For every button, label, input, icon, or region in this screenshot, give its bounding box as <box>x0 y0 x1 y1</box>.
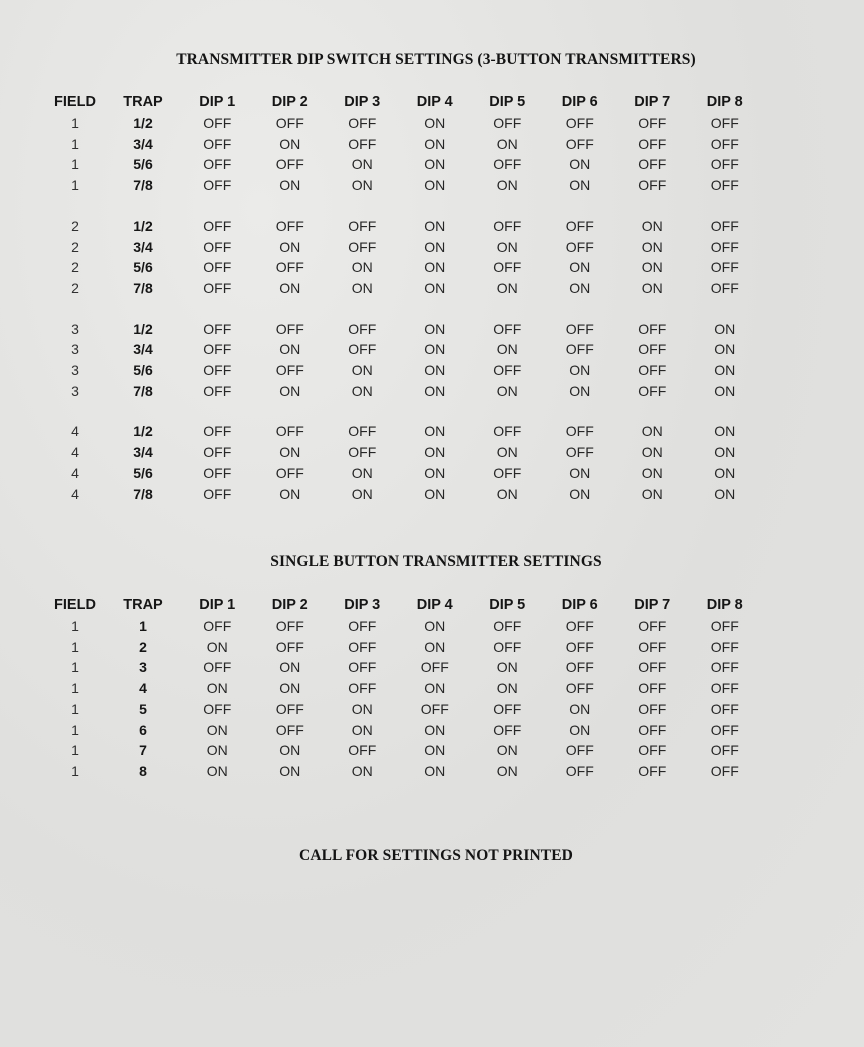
dip-8-cell: ON <box>714 341 736 358</box>
trap-cell: 7/8 <box>133 485 153 502</box>
field-cell: 1 <box>71 762 79 779</box>
dip-2-cell: ON <box>279 341 301 358</box>
trap-cell: 7/8 <box>133 177 153 194</box>
header-trap: TRAP <box>123 597 163 613</box>
three-button-dip-table <box>45 91 761 504</box>
trap-cell: 2 <box>139 638 147 655</box>
dip-7-cell: OFF <box>638 762 667 779</box>
dip-4-cell: ON <box>424 444 446 461</box>
dip-4-cell: ON <box>424 762 446 779</box>
dip-7-cell: ON <box>641 485 663 502</box>
dip-5-cell: OFF <box>493 638 522 655</box>
dip-1-cell: ON <box>206 680 228 697</box>
dip-3-cell: ON <box>351 156 373 173</box>
dip-3-cell: ON <box>351 721 373 738</box>
table-row <box>45 421 761 442</box>
dip-6-cell: OFF <box>565 659 594 676</box>
dip-1-cell: OFF <box>203 341 232 358</box>
dip-4-cell: OFF <box>420 659 449 676</box>
dip-7-cell: OFF <box>638 320 667 337</box>
trap-cell: 3/4 <box>133 238 153 255</box>
dip-7-cell: ON <box>641 279 663 296</box>
dip-5-cell: OFF <box>493 156 522 173</box>
dip-2-cell: ON <box>279 680 301 697</box>
table-row <box>45 216 761 237</box>
field-cell: 2 <box>71 259 79 276</box>
field-cell: 4 <box>71 444 79 461</box>
dip-3-cell: ON <box>351 382 373 399</box>
dip-8-cell: OFF <box>710 638 739 655</box>
dip-6-cell: OFF <box>565 762 594 779</box>
dip-6-cell: OFF <box>565 423 594 440</box>
dip-1-cell: OFF <box>203 444 232 461</box>
dip-5-cell: OFF <box>493 362 522 379</box>
field-cell: 1 <box>71 115 79 131</box>
trap-cell: 5/6 <box>133 259 153 276</box>
dip-7-cell: OFF <box>638 382 667 399</box>
dip-7-cell: ON <box>641 444 663 461</box>
table-row <box>45 257 761 278</box>
table-row <box>45 463 761 484</box>
dip-4-cell: ON <box>424 742 446 759</box>
dip-2-cell: ON <box>279 177 301 194</box>
dip-5-cell: OFF <box>493 423 522 440</box>
header-dip-1: DIP 1 <box>199 597 236 613</box>
table-row <box>45 339 761 360</box>
table-row <box>45 678 761 699</box>
dip-5-cell: OFF <box>493 320 522 337</box>
table-row <box>45 637 761 658</box>
dip-2-cell: OFF <box>275 217 304 234</box>
dip-2-cell: OFF <box>275 156 304 173</box>
dip-1-cell: OFF <box>203 135 232 152</box>
field-cell: 2 <box>71 279 79 296</box>
field-cell: 1 <box>71 177 79 194</box>
trap-cell: 8 <box>139 762 147 779</box>
dip-5-cell: ON <box>496 742 518 759</box>
dip-3-cell: ON <box>351 279 373 296</box>
dip-6-cell: ON <box>569 721 591 738</box>
dip-1-cell: OFF <box>203 423 232 440</box>
trap-cell: 5 <box>139 700 147 717</box>
header-dip-1: DIP 1 <box>199 94 236 110</box>
dip-3-cell: OFF <box>348 680 377 697</box>
dip-2-cell: OFF <box>275 464 304 481</box>
group-spacer <box>45 299 761 319</box>
trap-cell: 3/4 <box>133 341 153 358</box>
table-row <box>45 381 761 402</box>
dip-8-cell: OFF <box>710 680 739 697</box>
field-cell: 2 <box>71 217 79 234</box>
field-cell: 1 <box>71 638 79 655</box>
trap-cell: 7/8 <box>133 279 153 296</box>
dip-3-cell: OFF <box>348 341 377 358</box>
dip-3-cell: ON <box>351 177 373 194</box>
dip-5-cell: ON <box>496 444 518 461</box>
dip-5-cell: OFF <box>493 115 522 131</box>
dip-4-cell: ON <box>424 721 446 738</box>
dip-5-cell: ON <box>496 341 518 358</box>
dip-1-cell: OFF <box>203 464 232 481</box>
spacer-cell <box>45 401 761 421</box>
trap-cell: 7 <box>139 742 147 759</box>
dip-1-cell: OFF <box>203 238 232 255</box>
dip-1-cell: OFF <box>203 320 232 337</box>
dip-8-cell: ON <box>714 464 736 481</box>
trap-cell: 5/6 <box>133 464 153 481</box>
dip-4-cell: ON <box>424 259 446 276</box>
field-cell: 2 <box>71 238 79 255</box>
dip-3-cell: OFF <box>348 659 377 676</box>
table-row <box>45 484 761 505</box>
dip-2-cell: ON <box>279 238 301 255</box>
table-row <box>45 278 761 299</box>
dip-4-cell: OFF <box>420 700 449 717</box>
dip-6-cell: ON <box>569 382 591 399</box>
dip-8-cell: ON <box>714 362 736 379</box>
dip-2-cell: OFF <box>275 362 304 379</box>
header-dip-8: DIP 8 <box>706 94 743 110</box>
field-cell: 1 <box>71 135 79 152</box>
dip-7-cell: ON <box>641 238 663 255</box>
single-button-table-body <box>45 616 761 782</box>
header-dip-7: DIP 7 <box>634 94 671 110</box>
dip-3-cell: OFF <box>348 444 377 461</box>
single-button-header-row <box>45 594 761 616</box>
field-cell: 3 <box>71 320 79 337</box>
header-dip-3: DIP 3 <box>344 597 381 613</box>
dip-7-cell: OFF <box>638 362 667 379</box>
dip-7-cell: OFF <box>638 115 667 131</box>
dip-3-cell: OFF <box>348 742 377 759</box>
dip-4-cell: ON <box>424 382 446 399</box>
dip-2-cell: OFF <box>275 115 304 131</box>
dip-8-cell: OFF <box>710 618 739 634</box>
dip-5-cell: ON <box>496 382 518 399</box>
table-row <box>45 154 761 175</box>
header-dip-6: DIP 6 <box>561 597 598 613</box>
dip-4-cell: ON <box>424 618 446 634</box>
dip-3-cell: ON <box>351 762 373 779</box>
dip-6-cell: ON <box>569 279 591 296</box>
dip-3-cell: OFF <box>348 217 377 234</box>
dip-5-cell: OFF <box>493 259 522 276</box>
trap-cell: 6 <box>139 721 147 738</box>
dip-2-cell: ON <box>279 762 301 779</box>
dip-2-cell: ON <box>279 382 301 399</box>
dip-7-cell: OFF <box>638 680 667 697</box>
dip-5-cell: ON <box>496 238 518 255</box>
dip-1-cell: OFF <box>203 217 232 234</box>
trap-cell: 3 <box>139 659 147 676</box>
header-dip-5: DIP 5 <box>489 597 526 613</box>
dip-2-cell: ON <box>279 444 301 461</box>
header-dip-7: DIP 7 <box>634 597 671 613</box>
dip-4-cell: ON <box>424 341 446 358</box>
header-dip-5: DIP 5 <box>489 94 526 110</box>
dip-4-cell: ON <box>424 177 446 194</box>
header-dip-3: DIP 3 <box>344 94 381 110</box>
group-spacer <box>45 401 761 421</box>
dip-8-cell: OFF <box>710 177 739 194</box>
dip-1-cell: OFF <box>203 259 232 276</box>
trap-cell: 5/6 <box>133 156 153 173</box>
dip-4-cell: ON <box>424 423 446 440</box>
dip-2-cell: ON <box>279 659 301 676</box>
table-row <box>45 175 761 196</box>
dip-6-cell: OFF <box>565 217 594 234</box>
dip-8-cell: OFF <box>710 217 739 234</box>
trap-cell: 3/4 <box>133 444 153 461</box>
dip-8-cell: OFF <box>710 156 739 173</box>
dip-2-cell: OFF <box>275 259 304 276</box>
dip-4-cell: ON <box>424 362 446 379</box>
dip-3-cell: ON <box>351 464 373 481</box>
dip-2-cell: OFF <box>275 700 304 717</box>
trap-cell: 5/6 <box>133 362 153 379</box>
dip-5-cell: OFF <box>493 464 522 481</box>
dip-1-cell: OFF <box>203 485 232 502</box>
dip-5-cell: ON <box>496 135 518 152</box>
dip-1-cell: OFF <box>203 177 232 194</box>
dip-2-cell: OFF <box>275 320 304 337</box>
field-cell: 3 <box>71 382 79 399</box>
dip-4-cell: ON <box>424 217 446 234</box>
dip-2-cell: OFF <box>275 618 304 634</box>
dip-4-cell: ON <box>424 135 446 152</box>
dip-5-cell: ON <box>496 177 518 194</box>
dip-6-cell: OFF <box>565 742 594 759</box>
dip-8-cell: OFF <box>710 259 739 276</box>
dip-8-cell: OFF <box>710 659 739 676</box>
trap-cell: 1 <box>139 618 147 634</box>
dip-1-cell: ON <box>206 721 228 738</box>
dip-3-cell: OFF <box>348 238 377 255</box>
field-cell: 1 <box>71 721 79 738</box>
dip-8-cell: ON <box>714 382 736 399</box>
table-row <box>45 616 761 637</box>
trap-cell: 1/2 <box>133 115 153 131</box>
trap-cell: 4 <box>139 680 147 697</box>
dip-7-cell: OFF <box>638 341 667 358</box>
field-cell: 1 <box>71 618 79 634</box>
dip-7-cell: OFF <box>638 721 667 738</box>
dip-2-cell: ON <box>279 279 301 296</box>
dip-7-cell: OFF <box>638 742 667 759</box>
dip-3-cell: OFF <box>348 320 377 337</box>
header-field: FIELD <box>54 597 96 613</box>
dip-6-cell: OFF <box>565 680 594 697</box>
dip-8-cell: ON <box>714 444 736 461</box>
dip-4-cell: ON <box>424 320 446 337</box>
dip-4-cell: ON <box>424 156 446 173</box>
dip-6-cell: OFF <box>565 638 594 655</box>
dip-4-cell: ON <box>424 680 446 697</box>
dip-4-cell: ON <box>424 279 446 296</box>
dip-4-cell: ON <box>424 638 446 655</box>
dip-6-cell: ON <box>569 464 591 481</box>
dip-8-cell: OFF <box>710 135 739 152</box>
dip-3-cell: ON <box>351 700 373 717</box>
dip-5-cell: ON <box>496 279 518 296</box>
dip-3-cell: ON <box>351 362 373 379</box>
spacer-cell <box>45 299 761 319</box>
three-button-table-body <box>45 113 761 504</box>
dip-1-cell: ON <box>206 762 228 779</box>
dip-5-cell: OFF <box>493 217 522 234</box>
dip-1-cell: ON <box>206 638 228 655</box>
table-row <box>45 113 761 134</box>
dip-8-cell: OFF <box>710 238 739 255</box>
dip-8-cell: OFF <box>710 700 739 717</box>
dip-6-cell: OFF <box>565 618 594 634</box>
dip-6-cell: OFF <box>565 135 594 152</box>
field-cell: 3 <box>71 362 79 379</box>
dip-6-cell: OFF <box>565 115 594 131</box>
three-button-section-title: TRANSMITTER DIP SWITCH SETTINGS (3-BUTTON TRANSMITTERS) <box>176 51 696 68</box>
dip-1-cell: OFF <box>203 279 232 296</box>
dip-1-cell: OFF <box>203 115 232 131</box>
dip-6-cell: OFF <box>565 341 594 358</box>
dip-7-cell: OFF <box>638 659 667 676</box>
dip-2-cell: OFF <box>275 423 304 440</box>
header-dip-6: DIP 6 <box>561 94 598 110</box>
dip-8-cell: OFF <box>710 721 739 738</box>
dip-7-cell: OFF <box>638 618 667 634</box>
dip-7-cell: OFF <box>638 638 667 655</box>
dip-7-cell: OFF <box>638 156 667 173</box>
trap-cell: 1/2 <box>133 217 153 234</box>
three-button-header-row <box>45 91 761 113</box>
dip-1-cell: ON <box>206 742 228 759</box>
dip-6-cell: ON <box>569 177 591 194</box>
trap-cell: 1/2 <box>133 423 153 440</box>
dip-1-cell: OFF <box>203 156 232 173</box>
field-cell: 4 <box>71 423 79 440</box>
dip-4-cell: ON <box>424 115 446 131</box>
dip-8-cell: OFF <box>710 762 739 779</box>
dip-6-cell: ON <box>569 700 591 717</box>
field-cell: 1 <box>71 742 79 759</box>
dip-6-cell: ON <box>569 156 591 173</box>
dip-5-cell: ON <box>496 762 518 779</box>
dip-7-cell: OFF <box>638 135 667 152</box>
dip-6-cell: OFF <box>565 444 594 461</box>
dip-6-cell: ON <box>569 485 591 502</box>
group-spacer <box>45 196 761 216</box>
header-dip-4: DIP 4 <box>416 597 453 613</box>
dip-6-cell: ON <box>569 362 591 379</box>
table-row <box>45 740 761 761</box>
table-row <box>45 319 761 340</box>
dip-3-cell: OFF <box>348 618 377 634</box>
dip-8-cell: ON <box>714 485 736 502</box>
header-dip-2: DIP 2 <box>271 94 308 110</box>
dip-6-cell: ON <box>569 259 591 276</box>
dip-1-cell: OFF <box>203 362 232 379</box>
single-button-section-title: SINGLE BUTTON TRANSMITTER SETTINGS <box>270 553 602 570</box>
dip-5-cell: ON <box>496 659 518 676</box>
table-row <box>45 720 761 741</box>
dip-2-cell: OFF <box>275 721 304 738</box>
dip-7-cell: ON <box>641 259 663 276</box>
dip-5-cell: OFF <box>493 721 522 738</box>
field-cell: 1 <box>71 659 79 676</box>
dip-1-cell: OFF <box>203 700 232 717</box>
header-dip-2: DIP 2 <box>271 597 308 613</box>
dip-2-cell: OFF <box>275 638 304 655</box>
dip-3-cell: OFF <box>348 115 377 131</box>
table-row <box>45 657 761 678</box>
dip-1-cell: OFF <box>203 382 232 399</box>
dip-7-cell: OFF <box>638 700 667 717</box>
dip-8-cell: ON <box>714 320 736 337</box>
single-button-dip-table <box>45 594 761 782</box>
dip-6-cell: OFF <box>565 238 594 255</box>
spacer-cell <box>45 196 761 216</box>
dip-5-cell: ON <box>496 485 518 502</box>
dip-3-cell: ON <box>351 485 373 502</box>
table-row <box>45 237 761 258</box>
dip-7-cell: ON <box>641 423 663 440</box>
dip-4-cell: ON <box>424 464 446 481</box>
header-dip-8: DIP 8 <box>706 597 743 613</box>
dip-3-cell: OFF <box>348 423 377 440</box>
dip-2-cell: ON <box>279 135 301 152</box>
table-row <box>45 699 761 720</box>
field-cell: 3 <box>71 341 79 358</box>
dip-5-cell: ON <box>496 680 518 697</box>
trap-cell: 1/2 <box>133 320 153 337</box>
dip-5-cell: OFF <box>493 618 522 634</box>
trap-cell: 7/8 <box>133 382 153 399</box>
table-row <box>45 442 761 463</box>
header-dip-4: DIP 4 <box>416 94 453 110</box>
dip-7-cell: ON <box>641 217 663 234</box>
dip-8-cell: ON <box>714 423 736 440</box>
dip-7-cell: ON <box>641 464 663 481</box>
dip-3-cell: OFF <box>348 638 377 655</box>
dip-8-cell: OFF <box>710 279 739 296</box>
dip-4-cell: ON <box>424 485 446 502</box>
field-cell: 1 <box>71 680 79 697</box>
table-row <box>45 360 761 381</box>
dip-1-cell: OFF <box>203 618 232 634</box>
field-cell: 4 <box>71 485 79 502</box>
dip-7-cell: OFF <box>638 177 667 194</box>
table-row <box>45 134 761 155</box>
field-cell: 4 <box>71 464 79 481</box>
header-trap: TRAP <box>123 94 163 110</box>
footer-note: CALL FOR SETTINGS NOT PRINTED <box>299 847 573 864</box>
dip-3-cell: ON <box>351 259 373 276</box>
table-row <box>45 761 761 782</box>
dip-8-cell: OFF <box>710 115 739 131</box>
dip-8-cell: OFF <box>710 742 739 759</box>
dip-2-cell: ON <box>279 742 301 759</box>
dip-6-cell: OFF <box>565 320 594 337</box>
trap-cell: 3/4 <box>133 135 153 152</box>
dip-2-cell: ON <box>279 485 301 502</box>
header-field: FIELD <box>54 94 96 110</box>
dip-5-cell: OFF <box>493 700 522 717</box>
dip-3-cell: OFF <box>348 135 377 152</box>
field-cell: 1 <box>71 700 79 717</box>
field-cell: 1 <box>71 156 79 173</box>
dip-1-cell: OFF <box>203 659 232 676</box>
dip-4-cell: ON <box>424 238 446 255</box>
